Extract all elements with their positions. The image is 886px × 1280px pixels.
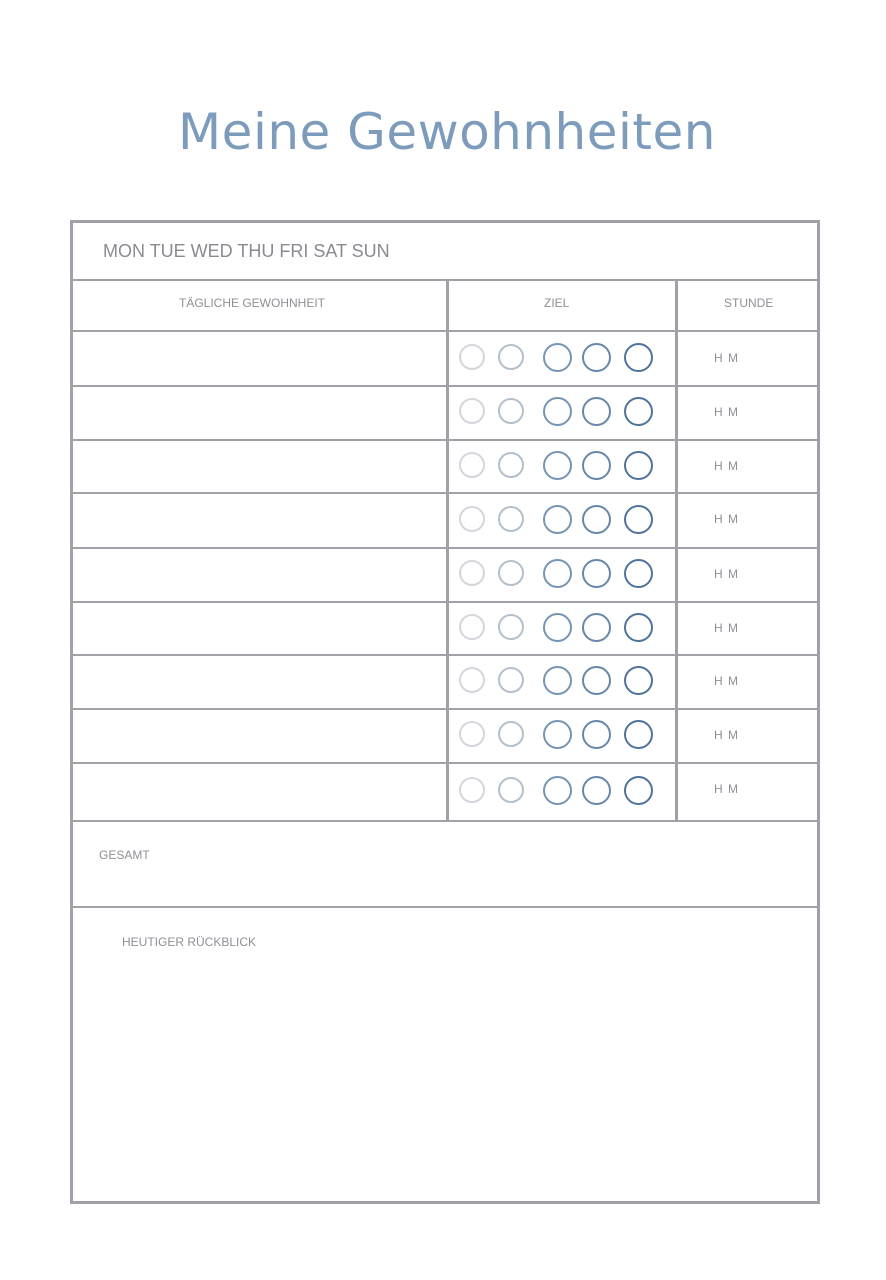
goal-checkbox[interactable]: [498, 667, 524, 693]
row-divider: [73, 547, 817, 549]
goal-checkbox[interactable]: [543, 776, 572, 805]
goal-checkbox[interactable]: [459, 344, 485, 370]
goal-checkbox[interactable]: [459, 721, 485, 747]
hours-minutes-field[interactable]: H M: [714, 674, 739, 688]
goal-circles: [459, 614, 659, 648]
hours-minutes-field[interactable]: H M: [714, 782, 739, 796]
hours-minutes-field[interactable]: H M: [714, 567, 739, 581]
goal-checkbox[interactable]: [582, 343, 611, 372]
goal-checkbox[interactable]: [624, 720, 653, 749]
goal-checkbox[interactable]: [543, 613, 572, 642]
habit-tracker-sheet: [70, 220, 820, 1204]
goal-circles: [459, 560, 659, 594]
goal-circles: [459, 667, 659, 701]
hours-minutes-field[interactable]: H M: [714, 351, 739, 365]
page-title: Meine Gewohnheiten: [178, 103, 716, 161]
goal-circles: [459, 506, 659, 540]
hours-minutes-field[interactable]: H M: [714, 512, 739, 526]
divider: [73, 820, 817, 822]
goal-checkbox[interactable]: [543, 505, 572, 534]
goal-checkbox[interactable]: [459, 614, 485, 640]
goal-checkbox[interactable]: [459, 560, 485, 586]
goal-checkbox[interactable]: [459, 777, 485, 803]
weekday-selector[interactable]: MON TUE WED THU FRI SAT SUN: [103, 241, 390, 261]
goal-checkbox[interactable]: [459, 506, 485, 532]
goal-checkbox[interactable]: [582, 451, 611, 480]
row-divider: [73, 439, 817, 441]
goal-checkbox[interactable]: [582, 776, 611, 805]
goal-checkbox[interactable]: [543, 666, 572, 695]
divider: [73, 906, 817, 908]
goal-checkbox[interactable]: [543, 343, 572, 372]
row-divider: [73, 601, 817, 603]
goal-checkbox[interactable]: [624, 559, 653, 588]
goal-circles: [459, 344, 659, 378]
goal-checkbox[interactable]: [624, 776, 653, 805]
goal-checkbox[interactable]: [624, 343, 653, 372]
goal-checkbox[interactable]: [498, 560, 524, 586]
goal-checkbox[interactable]: [624, 666, 653, 695]
row-divider: [73, 385, 817, 387]
row-divider: [73, 654, 817, 656]
goal-checkbox[interactable]: [459, 398, 485, 424]
goal-circles: [459, 721, 659, 755]
column-header-habit: TÄGLICHE GEWOHNHEIT: [179, 296, 326, 310]
column-divider: [446, 280, 449, 821]
goal-checkbox[interactable]: [624, 505, 653, 534]
goal-checkbox[interactable]: [624, 397, 653, 426]
hours-minutes-field[interactable]: H M: [714, 405, 739, 419]
hours-minutes-field[interactable]: H M: [714, 459, 739, 473]
column-divider: [675, 280, 678, 821]
hours-minutes-field[interactable]: H M: [714, 728, 739, 742]
goal-checkbox[interactable]: [543, 451, 572, 480]
hours-minutes-field[interactable]: H M: [714, 621, 739, 635]
column-header-hours: STUNDE: [724, 296, 774, 310]
goal-checkbox[interactable]: [498, 398, 524, 424]
divider: [73, 330, 817, 332]
goal-checkbox[interactable]: [498, 452, 524, 478]
goal-checkbox[interactable]: [582, 397, 611, 426]
goal-checkbox[interactable]: [543, 397, 572, 426]
row-divider: [73, 762, 817, 764]
goal-checkbox[interactable]: [582, 666, 611, 695]
goal-checkbox[interactable]: [459, 667, 485, 693]
total-label: GESAMT: [99, 848, 150, 862]
goal-checkbox[interactable]: [498, 344, 524, 370]
goal-checkbox[interactable]: [459, 452, 485, 478]
goal-circles: [459, 452, 659, 486]
goal-checkbox[interactable]: [624, 451, 653, 480]
goal-checkbox[interactable]: [582, 559, 611, 588]
goal-checkbox[interactable]: [498, 506, 524, 532]
goal-checkbox[interactable]: [582, 613, 611, 642]
goal-circles: [459, 777, 659, 811]
goal-checkbox[interactable]: [498, 721, 524, 747]
row-divider: [73, 492, 817, 494]
divider: [73, 279, 817, 281]
goal-checkbox[interactable]: [624, 613, 653, 642]
goal-checkbox[interactable]: [543, 720, 572, 749]
goal-circles: [459, 398, 659, 432]
review-label: HEUTIGER RÜCKBLICK: [122, 935, 257, 949]
goal-checkbox[interactable]: [582, 720, 611, 749]
row-divider: [73, 708, 817, 710]
goal-checkbox[interactable]: [498, 614, 524, 640]
goal-checkbox[interactable]: [582, 505, 611, 534]
column-header-goal: ZIEL: [544, 296, 570, 310]
goal-checkbox[interactable]: [498, 777, 524, 803]
goal-checkbox[interactable]: [543, 559, 572, 588]
